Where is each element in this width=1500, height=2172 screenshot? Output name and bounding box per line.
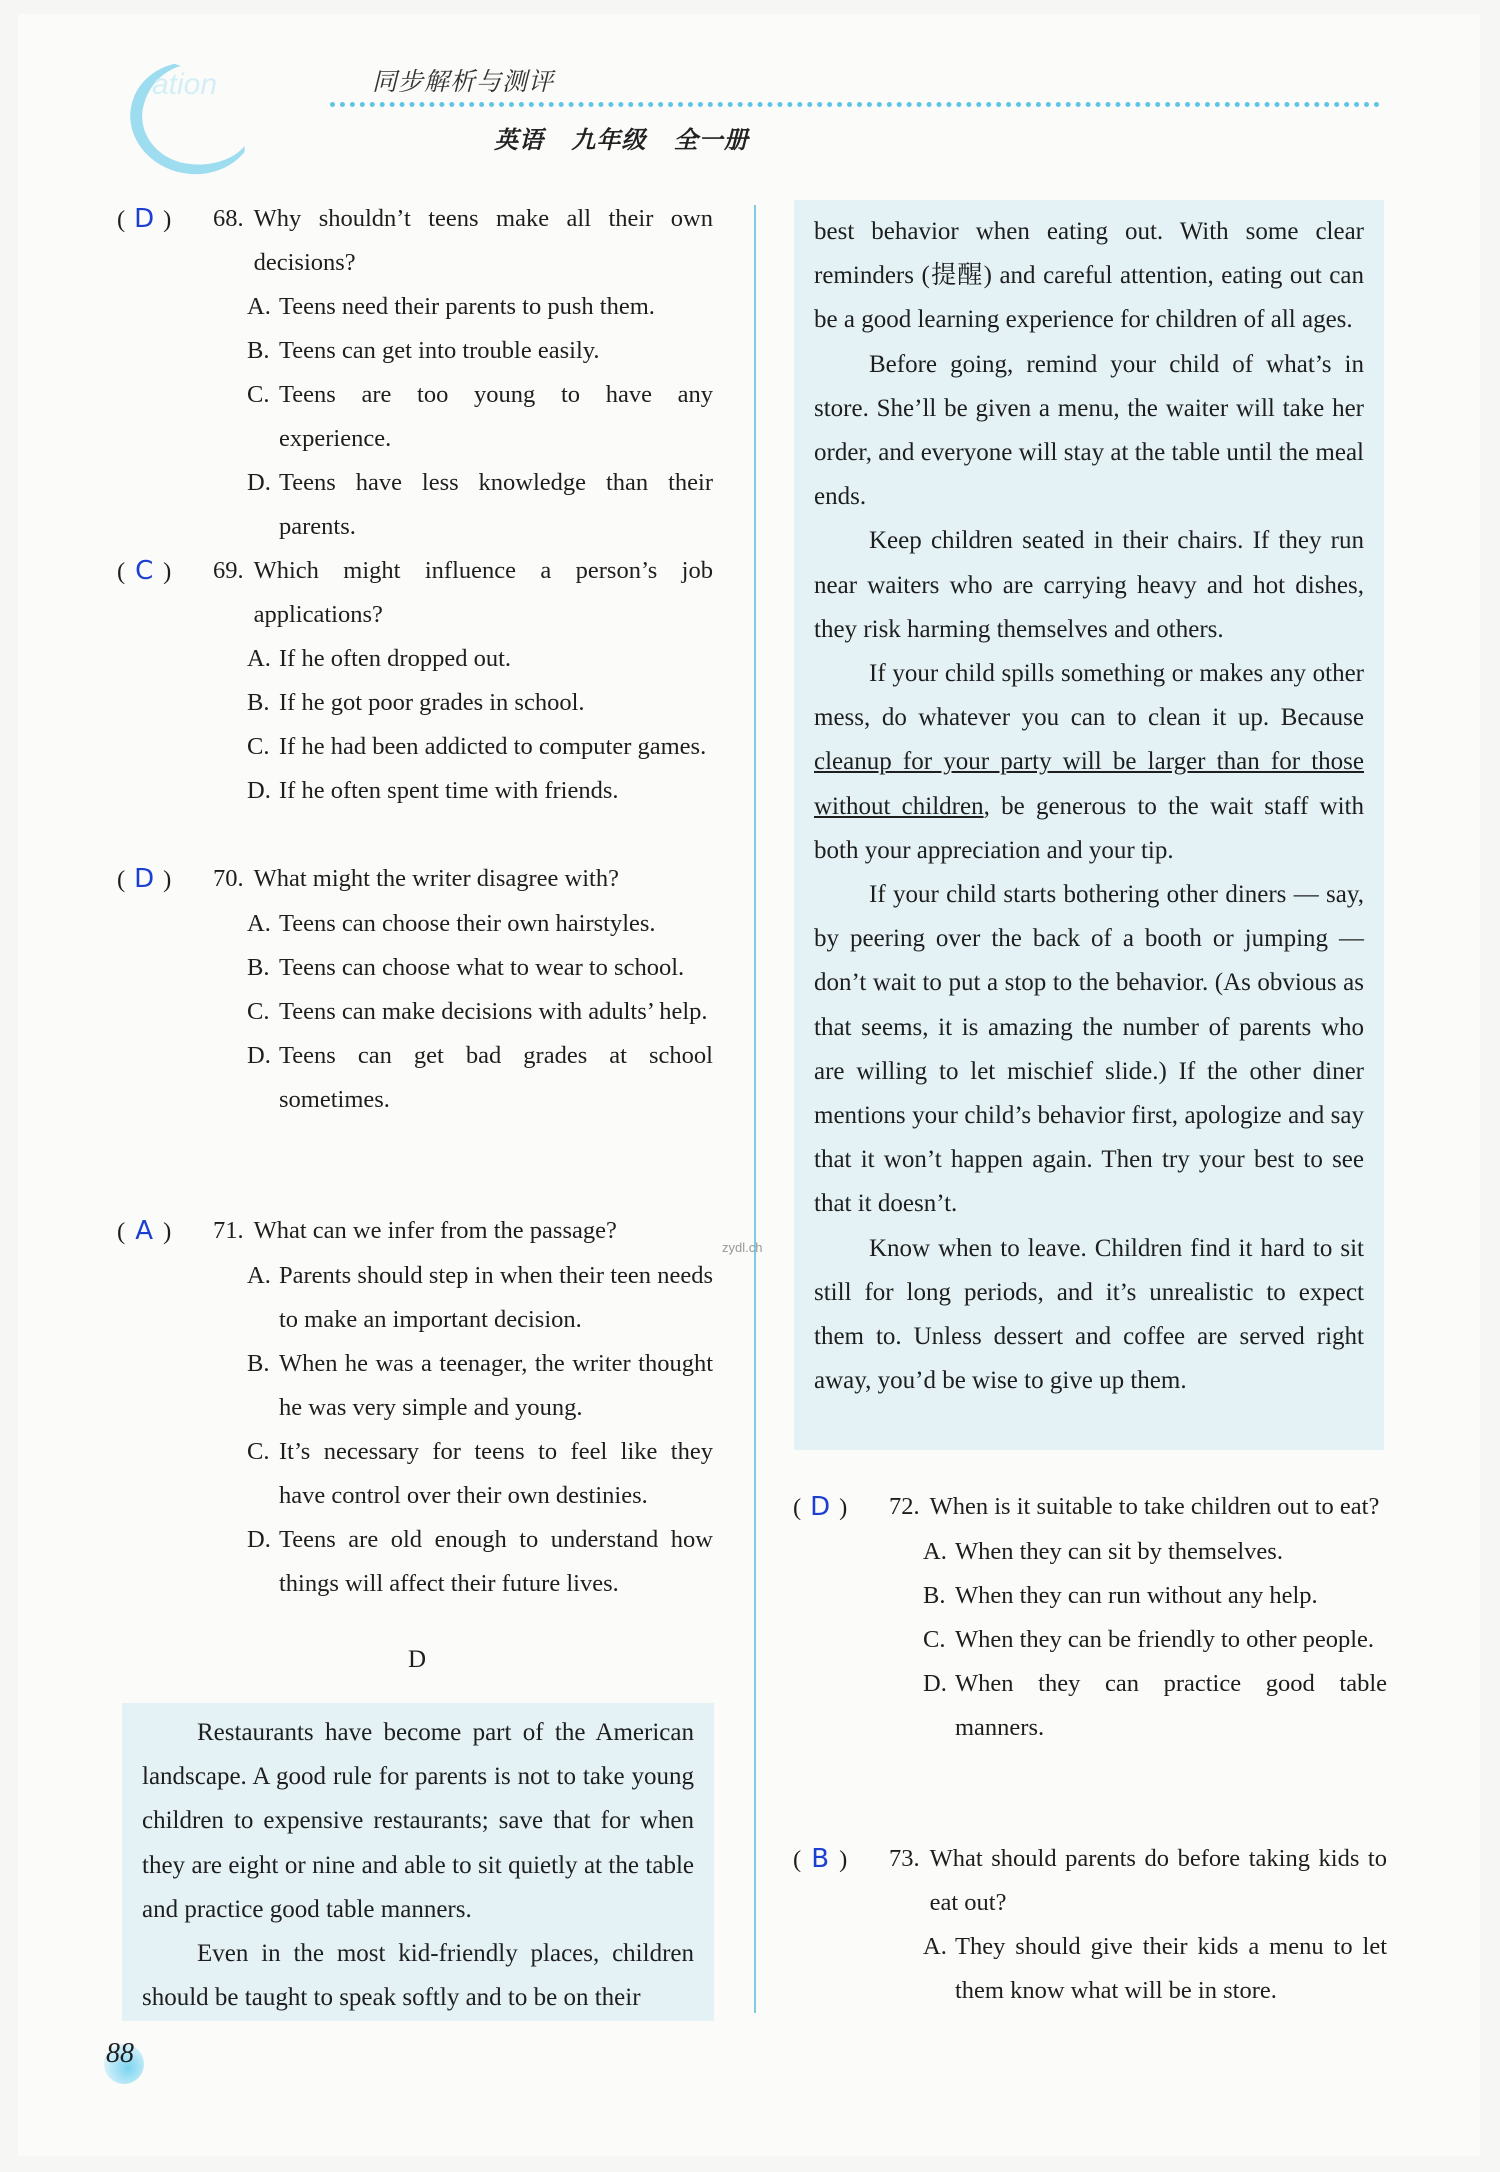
answer: D [134,204,155,234]
question-stem: What can we infer from the passage? [253,1217,617,1244]
option-a: A. If he often dropped out. [247,645,511,672]
underlined-phrase: cleanup for your party will be larger than for those without children [814,748,1364,820]
question-stem: Why shouldn’t teens make all their own decisions? [253,205,713,276]
watermark: zydl.ch [722,1240,763,1255]
passage-paragraph: Restaurants have become part of the American landscape. A good rule for parents is not to take young children to expensive restaurants; save that for when they are eight or nine and able to sit quietly at the table and practice good table manners. [142,1719,694,1923]
option-c: C. It’s necessary for teens to feel like they have control over their own destinies. [247,1438,713,1509]
option-c: C. If he had been addicted to computer games. [247,733,707,760]
passage-paragraph: If your child spills something or makes any other mess, do whatever you can to clean it up. Because cleanup for your party will be larger than for those without children, be generous to the wait staff with both your appreciation and your tip. [814,660,1364,864]
option-c: C. When they can be friendly to other people. [923,1626,1375,1653]
question-73: ( B ) 73. What should parents do before taking kids to eat out? A. They should give their kids a menu to let them know what will be in store. [793,1837,1387,2013]
passage-right [794,200,1384,1450]
question-number: 71. [213,1217,244,1244]
question-stem: Which might influence a person’s job applications? [253,557,713,628]
option-d: D. When they can practice good table manners. [923,1670,1387,1741]
option-d: D. Teens are old enough to understand how things will affect their future lives. [247,1526,713,1597]
option-b: B. If he got poor grades in school. [247,689,585,716]
question-68: ( D ) 68. Why shouldn’t teens make all their own decisions? A. Teens need their parents to push them. B. Teens can get into trouble easily. C. Teens are too young to have any experience. D. Teens have less knowledge than their parents. [117,197,713,549]
question-stem: What should parents do before taking kids to eat out? [929,1845,1387,1916]
answer: B [811,1844,830,1874]
answer: A [135,1216,154,1246]
option-c: C. Teens are too young to have any experience. [247,381,713,452]
option-c: C. Teens can make decisions with adults’ help. [247,998,708,1025]
passage-left [122,1703,714,2021]
option-a: A. Teens can choose their own hairstyles. [247,910,656,937]
question-71: ( A ) 71. What can we infer from the passage? A. Parents should step in when their teen needs to make an important decision. B. When he was a teenager, the writer thought he was very simple and young. C. It’s necessary for teens to feel like they have control over their own destinies. D. Teens are old enough to understand how things will affect their future lives. [117,1209,713,1606]
option-a: A. When they can sit by themselves. [923,1538,1283,1565]
header-dotted-divider [330,102,1380,107]
question-70: ( D ) 70. What might the writer disagree with? A. Teens can choose their own hairstyles. B. Teens can choose what to wear to school. C. Teens can make decisions with adults’ help. D. Teens can get bad grades at school sometimes. [117,857,713,1122]
grade: 九年级 [571,126,647,154]
option-d: D. If he often spent time with friends. [247,777,619,804]
question-number: 72. [889,1493,920,1520]
subject: 英语 [494,126,544,154]
answer: D [810,1492,831,1522]
passage-paragraph: Know when to leave. Children find it hard to sit still for long periods, and it’s unrealistic to expect them to. Unless dessert and coffee are served right away, you’d be wise to give up them. [814,1234,1364,1395]
passage-paragraph: Keep children seated in their chairs. If they run near waiters who are carrying heavy and hot dishes, they risk harming themselves and others. [814,527,1364,643]
page-number: 88 [96,2038,146,2084]
logo-text: ation [152,68,218,101]
answer: C [135,556,154,586]
question-stem: What might the writer disagree with? [253,865,619,892]
option-a: A. They should give their kids a menu to let them know what will be in store. [923,1933,1387,2004]
answer: D [134,864,155,894]
option-b: B. When he was a teenager, the writer thought he was very simple and young. [247,1350,713,1421]
question-number: 70. [213,865,244,892]
column-divider [754,205,756,2013]
question-72: ( D ) 72. When is it suitable to take children out to eat? A. When they can sit by themselves. B. When they can run without any help. C. When they can be friendly to other people. D. When they can practice good table manners. [793,1485,1387,1750]
passage-paragraph: Before going, remind your child of what’s in store. She’ll be given a menu, the waiter will take her order, and everyone will stay at the table until the meal ends. [814,350,1364,511]
option-b: B. Teens can choose what to wear to school. [247,954,685,981]
option-b: B. Teens can get into trouble easily. [247,337,600,364]
subject-line [494,120,749,155]
volume: 全一册 [673,126,749,154]
option-b: B. When they can run without any help. [923,1582,1318,1609]
question-69: ( C ) 69. Which might influence a person’s job applications? A. If he often dropped out. B. If he got poor grades in school. C. If he had been addicted to computer games. D. If he often spent time with friends. [117,549,713,813]
question-stem: When is it suitable to take children out to eat? [929,1493,1380,1520]
option-d: D. Teens have less knowledge than their parents. [247,469,713,540]
question-number: 68. [213,205,244,232]
option-a: A. Parents should step in when their teen needs to make an important decision. [247,1262,713,1333]
passage-paragraph: Even in the most kid-friendly places, children should be taught to speak softly and to be on their [142,1940,694,2012]
option-a: A. Teens need their parents to push them. [247,293,655,320]
question-number: 69. [213,557,244,584]
option-d: D. Teens can get bad grades at school sometimes. [247,1042,713,1113]
passage-paragraph: best behavior when eating out. With some clear reminders (提醒) and careful attention, eating out can be a good learning experience for children of all ages. [814,218,1364,334]
section-letter: D [408,1646,427,1673]
question-number: 73. [889,1845,920,1872]
series-title: 同步解析与测评 [372,67,555,96]
passage-paragraph: If your child starts bothering other diners — say, by peering over the back of a booth or jumping — don’t wait to put a stop to the behavior. (As obvious as that seems, it is amazing the number of parents who are willing to let mischief slide.) If the other diner mentions your child’s behavior first, apologize and say that it won’t happen again. Then try your best to see that it doesn’t. [814,881,1364,1218]
